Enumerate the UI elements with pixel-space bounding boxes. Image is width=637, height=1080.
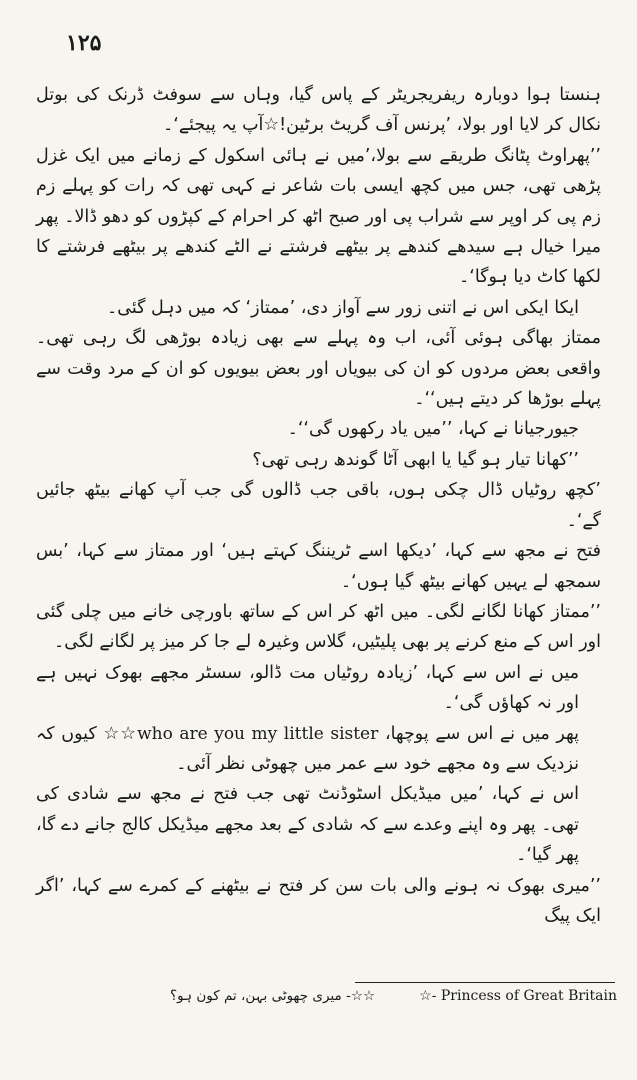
paragraph: ’’پھراوٹ پٹانگ طریقے سے بولا،’میں نے ہائی اسکول کے زمانے میں ایک غزل پڑھی تھی، جس میں کچھ ایسی بات شاعر نے کہی تھی کہ رات کو پہلے زم زم پی کر اوپر سے شراب پی اور صبح اٹھ کر احرام کے کپڑوں کو دھو ڈالا۔ پھر میرا خیال ہے سیدھے کندھے پر بیٹھے فرشتے نے الٹے کندھے پر بیٹھے فرشتے کا لکھا کاٹ دیا ہوگا‘۔ <box>36 145 601 288</box>
paragraph: اس نے کہا، ’میں میڈیکل اسٹوڈنٹ تھی جب فتح نے مجھ سے شادی کی تھی۔ پھر وہ اپنے وعدے سے کہ شادی کے بعد مجھے میڈیکل کالج جانے دے گا، پھر گیا‘۔ <box>36 784 579 866</box>
footnote-1: ☆- Princess of Great Britain <box>419 988 617 1004</box>
english-quote: who are you my little sister <box>137 723 379 744</box>
footnote-divider <box>355 982 615 983</box>
paragraph: ممتاز بھاگی ہوئی آئی، اب وہ پہلے سے بھی زیادہ بوڑھی لگ رہی تھی۔ واقعی بعض مردوں کو ان کی بیویاں اور بعض بیویوں کو ان کے مرد وقت سے پہلے بوڑھا کر دیتے ہیں‘‘۔ <box>36 328 601 410</box>
footnotes <box>36 988 617 1018</box>
paragraph: ’کچھ روٹیاں ڈال چکی ہوں، باقی جب ڈالوں گی جب آپ کھانے بیٹھ جائیں گے‘۔ <box>36 480 601 531</box>
paragraph: ایکا ایکی اس نے اتنی زور سے آواز دی، ’ممتاز‘ کہ میں دہل گئی۔ <box>106 297 579 318</box>
paragraph: جیورجیانا نے کہا، ’’میں یاد رکھوں گی‘‘۔ <box>287 419 579 440</box>
text-body <box>36 80 601 931</box>
paragraph: فتح نے مجھ سے کہا، ’دیکھا اسے ٹریننگ کہتے ہیں‘ اور ممتاز سے کہا، ’بس سمجھ لے یہیں کھانے بیٹھ گیا ہوں‘۔ <box>36 541 601 592</box>
english-quote-paragraph <box>36 719 601 780</box>
english-para-before: پھر میں نے اس سے پوچھا، <box>378 723 579 744</box>
paragraph: ’’کھانا تیار ہو گیا یا ابھی آٹا گوندھ رہی تھی؟ <box>252 449 579 470</box>
paragraph: میں نے اس سے کہا، ’زیادہ روٹیاں مت ڈالو، سسٹر مجھے بھوک نہیں ہے اور نہ کھاؤں گی‘۔ <box>36 662 579 714</box>
footnote-2: ☆☆- میری چھوٹی بہن، تم کون ہو؟ <box>170 988 376 1004</box>
paragraph: ’’ممتاز کھانا لگانے لگی۔ میں اٹھ کر اس کے ساتھ باورچی خانے میں چلی گئی اور اس کے منع کرنے پر بھی پلیٹیں، گلاس وغیرہ لے جا کر میز پر لگانے لگی۔ <box>36 601 601 653</box>
english-para-after: ☆☆ کیوں کہ نزدیک سے وہ مجھے خود سے عمر میں چھوٹی نظر آئی۔ <box>36 723 579 774</box>
paragraph: ہنستا ہوا دوبارہ ریفریجریٹر کے پاس گیا، وہاں سے سوفٹ ڈرنک کی بوتل نکال کر لایا اور بولا، ’پرنس آف گریٹ برٹین!☆آپ یہ پیجئے‘۔ <box>36 85 601 136</box>
paragraph: ’’میری بھوک نہ ہونے والی بات سن کر فتح نے بیٹھنے کے کمرے سے کہا، ’اگر ایک پیگ <box>36 875 601 926</box>
page-number: ۱۲۵ <box>66 30 102 56</box>
